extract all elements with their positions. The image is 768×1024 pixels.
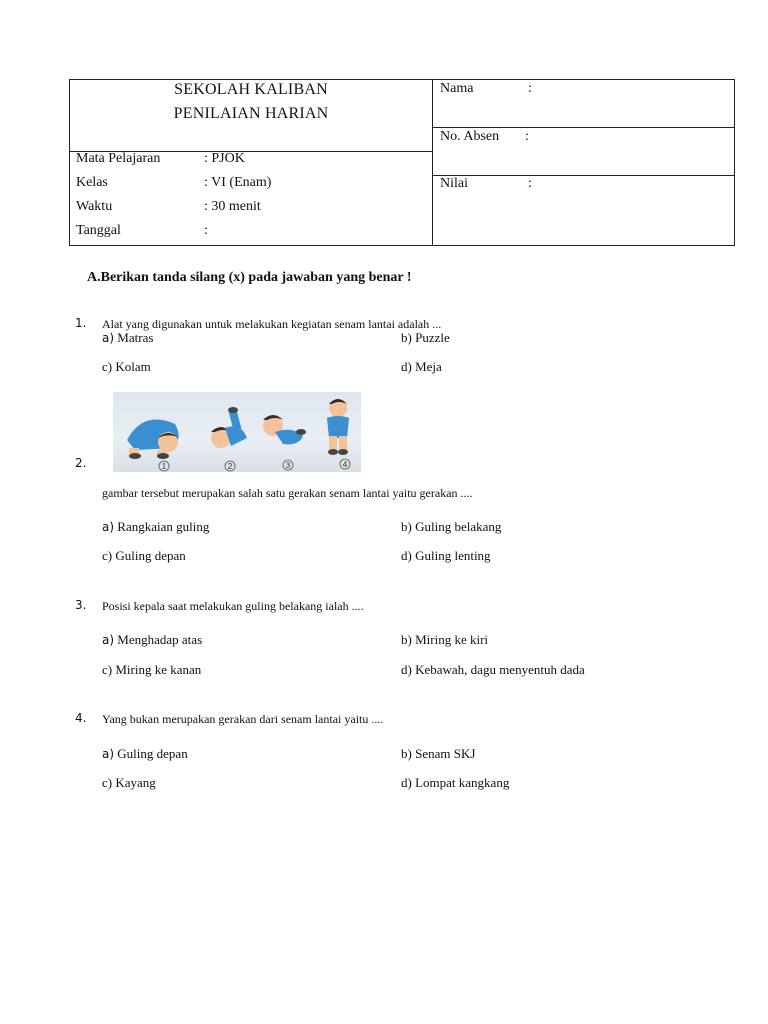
- question-text: Alat yang digunakan untuk melakukan kegiatan senam lantai adalah ...: [102, 317, 442, 331]
- info-label: Tanggal: [76, 223, 121, 238]
- option-letter: b): [401, 519, 412, 534]
- option-text: Guling depan: [117, 746, 188, 761]
- option-b[interactable]: [401, 746, 475, 762]
- step-label: 2: [227, 462, 233, 471]
- option-c[interactable]: [102, 662, 201, 678]
- option-d[interactable]: [401, 548, 491, 564]
- option-d[interactable]: [401, 775, 509, 791]
- option-letter: a): [102, 633, 115, 647]
- option-letter: c): [102, 359, 113, 374]
- option-text: Matras: [117, 330, 154, 345]
- option-letter: b): [401, 632, 412, 647]
- question-number: 4.: [75, 711, 87, 725]
- option-text: Miring ke kiri: [415, 632, 489, 647]
- option-text: Rangkaian guling: [117, 519, 210, 534]
- option-text: Puzzle: [415, 330, 450, 345]
- figure-2: [211, 407, 247, 448]
- option-letter: c): [102, 775, 113, 790]
- question-text: Yang bukan merupakan gerakan dari senam lantai yaitu ....: [102, 712, 384, 726]
- question-number: 2.: [75, 456, 87, 470]
- info-label: Kelas: [76, 175, 108, 190]
- step-label: 4: [342, 460, 348, 469]
- question-text: gambar tersebut merupakan salah satu gerakan senam lantai yaitu gerakan ....: [102, 486, 473, 500]
- info-value: : 30 menit: [204, 199, 261, 214]
- header-table: [69, 79, 735, 246]
- option-letter: a): [102, 520, 115, 534]
- question-text: Posisi kepala saat melakukan guling belakang ialah ....: [102, 599, 364, 613]
- option-d[interactable]: [401, 662, 585, 678]
- option-a[interactable]: [102, 746, 188, 762]
- option-c[interactable]: [102, 775, 156, 791]
- step-label: 3: [285, 461, 291, 470]
- step-label: 1: [161, 462, 167, 471]
- option-text: Meja: [415, 359, 442, 374]
- option-c[interactable]: [102, 548, 186, 564]
- option-letter: a): [102, 747, 115, 761]
- header-divider-vertical: [432, 80, 433, 246]
- info-label: Waktu: [76, 199, 113, 214]
- option-letter: d): [401, 359, 412, 374]
- field-label: No. Absen: [440, 129, 500, 144]
- option-b[interactable]: [401, 519, 501, 535]
- option-text: Miring ke kanan: [115, 662, 202, 677]
- option-text: Guling lenting: [415, 548, 491, 563]
- field-label: Nilai: [440, 176, 468, 191]
- option-d[interactable]: [401, 359, 442, 375]
- option-text: Kebawah, dagu menyentuh dada: [415, 662, 585, 677]
- exam-title: PENILAIAN HARIAN: [173, 105, 329, 122]
- info-label: Mata Pelajaran: [76, 151, 161, 166]
- option-letter: a): [102, 331, 115, 345]
- option-b[interactable]: [401, 632, 488, 648]
- header-divider-right-2: [432, 175, 735, 176]
- option-text: Kayang: [115, 775, 156, 790]
- figure-1: [127, 420, 179, 459]
- instruction-heading: A.Berikan tanda silang (x) pada jawaban yang benar !: [87, 270, 412, 285]
- figure-4: [327, 399, 349, 455]
- field-colon: :: [528, 81, 532, 96]
- option-text: Guling depan: [115, 548, 186, 563]
- option-letter: d): [401, 548, 412, 563]
- option-text: Lompat kangkang: [415, 775, 510, 790]
- option-letter: c): [102, 662, 113, 677]
- option-a[interactable]: [102, 632, 202, 648]
- option-a[interactable]: [102, 330, 153, 346]
- option-text: Senam SKJ: [415, 746, 476, 761]
- school-name: SEKOLAH KALIBAN: [174, 81, 328, 98]
- gymnastics-roll-illustration: [113, 392, 361, 472]
- info-value: : VI (Enam): [204, 175, 272, 190]
- option-letter: b): [401, 330, 412, 345]
- option-letter: c): [102, 548, 113, 563]
- question-number: 3.: [75, 598, 87, 612]
- info-value: :: [204, 223, 208, 238]
- option-letter: d): [401, 775, 412, 790]
- option-c[interactable]: [102, 359, 151, 375]
- option-text: Menghadap atas: [117, 632, 203, 647]
- figure-3: [263, 415, 306, 444]
- option-text: Kolam: [115, 359, 151, 374]
- option-text: Guling belakang: [415, 519, 502, 534]
- info-value: : PJOK: [204, 151, 245, 166]
- option-letter: d): [401, 662, 412, 677]
- option-b[interactable]: [401, 330, 450, 346]
- header-divider-right-1: [432, 127, 735, 128]
- field-colon: :: [525, 129, 529, 144]
- option-letter: b): [401, 746, 412, 761]
- option-a[interactable]: [102, 519, 209, 535]
- field-label: Nama: [440, 81, 474, 96]
- field-colon: :: [528, 176, 532, 191]
- question-number: 1.: [75, 316, 87, 330]
